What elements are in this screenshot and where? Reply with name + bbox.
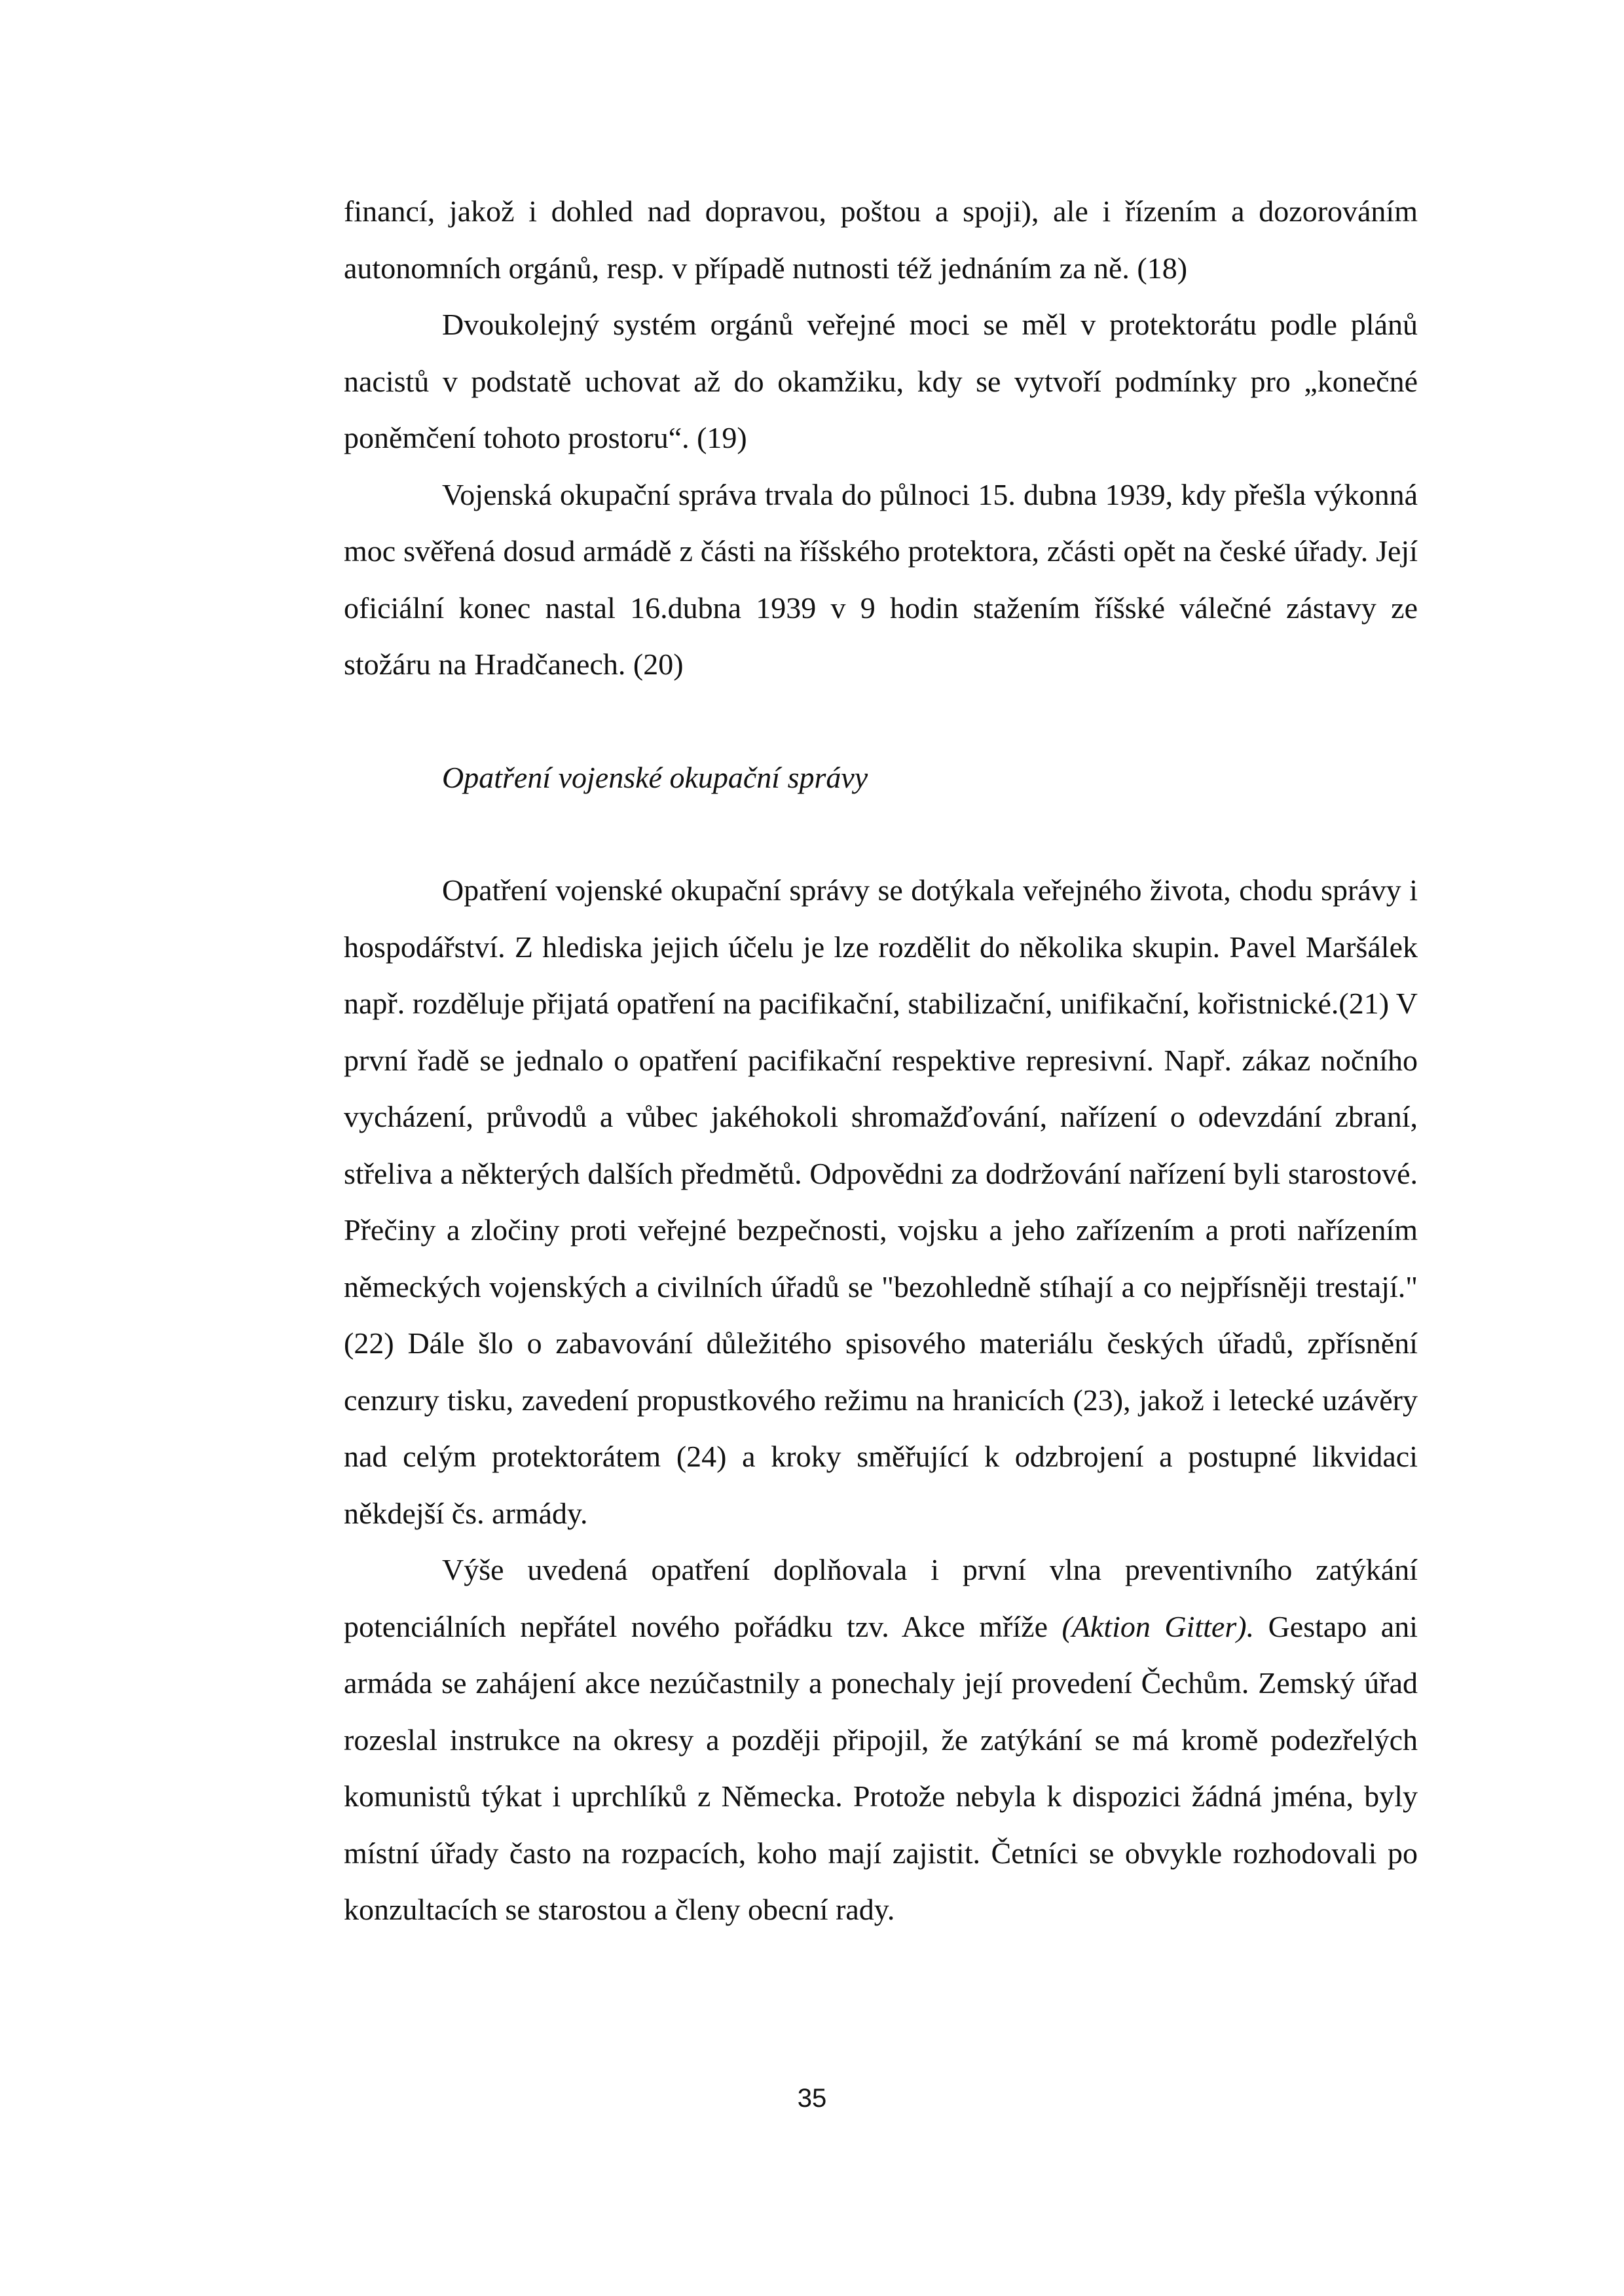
page-number: 35 — [797, 2084, 827, 2113]
paragraph-arrests — [344, 1542, 1418, 1939]
section-heading: Opatření vojenské okupační správy — [442, 760, 868, 794]
body-text — [344, 183, 1418, 1939]
aktion-gitter-term: (Aktion Gitter). — [1061, 1609, 1255, 1643]
paragraph-measures: Opatření vojenské okupační správy se dotýkala veřejného života, chodu správy i hospodářství. Z hlediska jejich účelu je lze rozdělit do několika skupin. Pavel Maršálek např. rozděluje přijatá opatření na pacifikační, stabilizační, unifikační, kořistnické.(21) V první řadě se jednalo o opatření pacifikační respektive represivní. Např. zákaz nočního vycházení, průvodů a vůbec jakéhokoli shromažďování, nařízení o odevzdání zbraní, střeliva a některých dalších předmětů. Odpovědni za dodržování nařízení byli starostové. Přečiny a zločiny proti veřejné bezpečnosti, vojsku a jeho zařízením a proti nařízením německých vojenských a civilních úřadů se "bezohledně stíhají a co nejpřísněji trestají." (22) Dále šlo o zabavování důležitého spisového materiálu českých úřadů, zpřísnění cenzury tisku, zavedení propustkového režimu na hranicích (23), jakož i letecké uzávěry nad celým protektorátem (24) a kroky směřující k odzbrojení a postupné likvidaci někdejší čs. armády. — [344, 873, 1418, 1530]
arrests-text-end: Gestapo ani armáda se zahájení akce nezúčastnily a ponechaly její provedení Čechům. Zemský úřad rozeslal instrukce na okresy a později připojil, že zatýkání se má kromě podezřelých komunistů týkat i uprchlíků z Německa. Protože nebyla k dispozici žádná jména, byly místní úřady často na rozpacích, koho mají zajistit. Četníci se obvykle rozhodovali po konzultacích se starostou a členy obecní rady. — [344, 1609, 1418, 1926]
paragraph-continuation: financí, jakož i dohled nad dopravou, poštou a spoji), ale i řízením a dozorováním autonomních orgánů, resp. v případě nutnosti též jednáním za ně. (18) — [344, 194, 1418, 285]
arrests-text-start: Výše uvedená opatření doplňovala i první vlna preventivního zatýkání potenciálních nepřátel nového pořádku tzv. Akce mříže — [344, 1553, 1418, 1643]
paragraph-dual-system: Dvoukolejný systém orgánů veřejné moci se měl v protektorátu podle plánů nacistů v podstatě uchovat až do okamžiku, kdy se vytvoří podmínky pro „konečné poněmčení tohoto prostoru“. (19) — [344, 308, 1418, 454]
paragraph-occupation-end: Vojenská okupační správa trvala do půlnoci 15. dubna 1939, kdy přešla výkonná moc svěřená dosud armádě z části na říšského protektora, zčásti opět na české úřady. Její oficiální konec nastal 16.dubna 1939 v 9 hodin stažením říšské válečné zástavy ze stožáru na Hradčanech. (20) — [344, 477, 1418, 681]
